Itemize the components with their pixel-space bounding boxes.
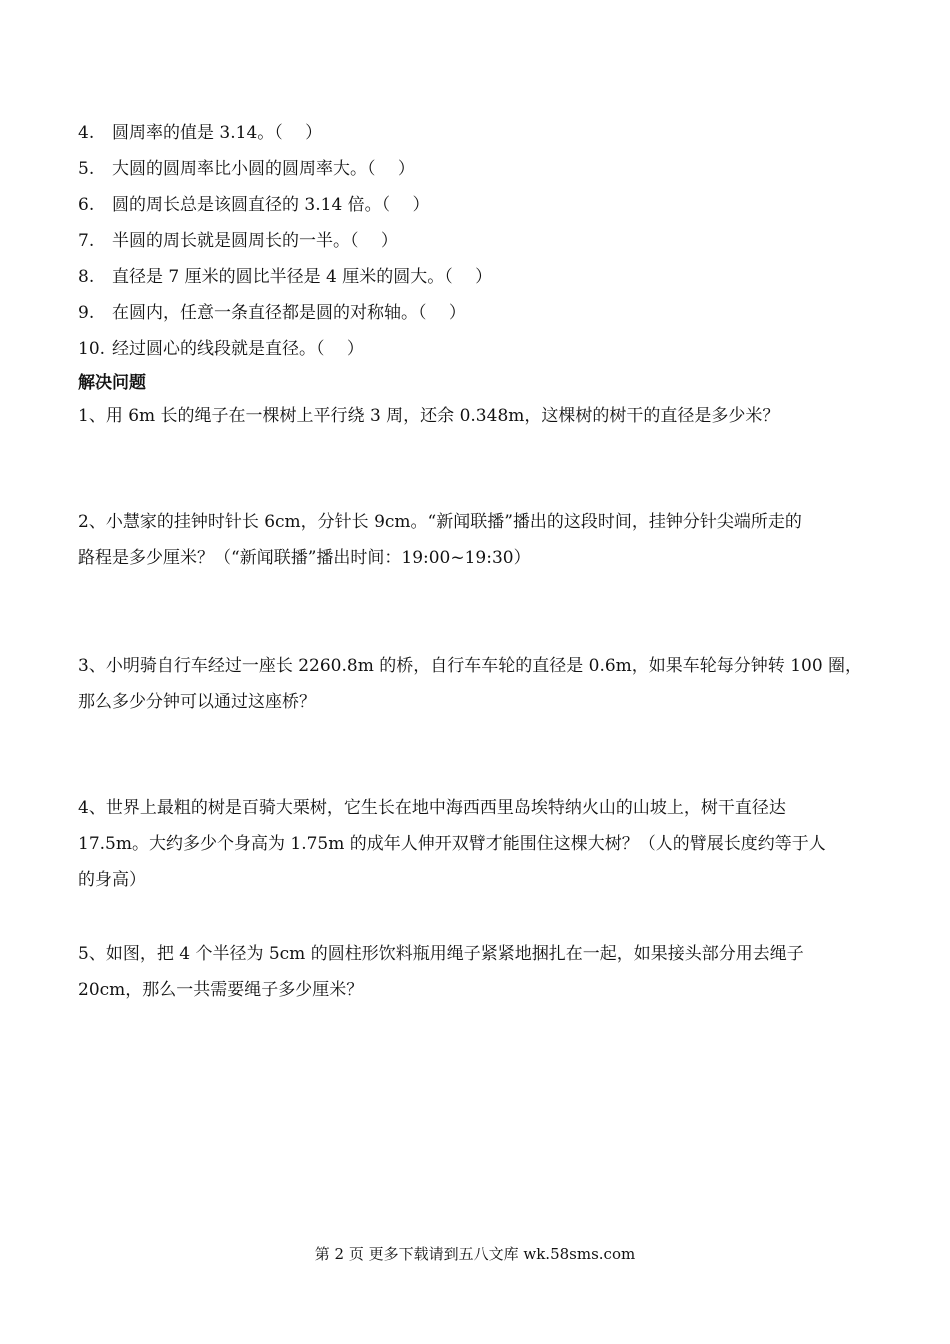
problem-line: 路程是多少厘米？（“新闻联播”播出时间：19:00~19:30） bbox=[78, 548, 531, 568]
problem-line: 5、如图，把 4 个半径为 5cm 的圆柱形饮料瓶用绳子紧紧地捆扎在一起，如果接头部分用去绳子 bbox=[78, 944, 804, 964]
true-false-item bbox=[78, 262, 898, 298]
problem-line: 17.5m。大约多少个身高为 1.75m 的成年人伸开双臂才能围住这棵大树？（人的臂展长度约等于人 bbox=[78, 834, 826, 854]
item-text: 圆周率的值是 3.14。（ ） bbox=[112, 123, 323, 143]
true-false-list bbox=[78, 118, 898, 370]
item-text: 圆的周长总是该圆直径的 3.14 倍。（ ） bbox=[112, 195, 430, 215]
problem-line: 20cm，那么一共需要绳子多少厘米？ bbox=[78, 980, 364, 1000]
true-false-item bbox=[78, 190, 898, 226]
item-text: 经过圆心的线段就是直径。（ ） bbox=[112, 339, 364, 359]
problem-4 bbox=[78, 790, 908, 898]
problem-3 bbox=[78, 648, 908, 720]
item-text: 大圆的圆周率比小圆的圆周率大。（ ） bbox=[112, 159, 415, 179]
item-number: 6. bbox=[78, 195, 95, 215]
item-number: 7. bbox=[78, 231, 95, 251]
problem-line: 的身高） bbox=[78, 870, 146, 890]
problem-line: 3、小明骑自行车经过一座长 2260.8m 的桥，自行车车轮的直径是 0.6m，如果车轮每分钟转 100 圈， bbox=[78, 656, 863, 676]
true-false-item bbox=[78, 298, 898, 334]
true-false-item bbox=[78, 334, 898, 370]
page-footer: 第 2 页 更多下载请到五八文库 wk.58sms.com bbox=[314, 1245, 636, 1263]
item-text: 半圆的周长就是圆周长的一半。（ ） bbox=[112, 231, 398, 251]
item-number: 9. bbox=[78, 303, 95, 323]
problem-line: 4、世界上最粗的树是百骑大栗树，它生长在地中海西西里岛埃特纳火山的山坡上，树干直径达 bbox=[78, 798, 786, 818]
item-number: 5. bbox=[78, 159, 95, 179]
item-number: 10. bbox=[78, 339, 106, 359]
item-number: 8. bbox=[78, 267, 95, 287]
problem-line: 2、小慧家的挂钟时针长 6cm，分针长 9cm。“新闻联播”播出的这段时间，挂钟分针尖端所走的 bbox=[78, 512, 802, 532]
true-false-item bbox=[78, 226, 898, 262]
section-title: 解决问题 bbox=[78, 373, 146, 393]
problem-5 bbox=[78, 936, 908, 1008]
true-false-item bbox=[78, 118, 898, 154]
problem-2 bbox=[78, 504, 908, 576]
problem-line: 1、用 6m 长的绳子在一棵树上平行绕 3 周，还余 0.348m，这棵树的树干的直径是多少米？ bbox=[78, 406, 780, 426]
item-number: 4. bbox=[78, 123, 95, 143]
problem-line: 那么多少分钟可以通过这座桥？ bbox=[78, 692, 316, 712]
item-text: 在圆内，任意一条直径都是圆的对称轴。（ ） bbox=[112, 303, 466, 323]
item-text: 直径是 7 厘米的圆比半径是 4 厘米的圆大。（ ） bbox=[112, 267, 493, 287]
true-false-item bbox=[78, 154, 898, 190]
problem-1 bbox=[78, 398, 908, 434]
